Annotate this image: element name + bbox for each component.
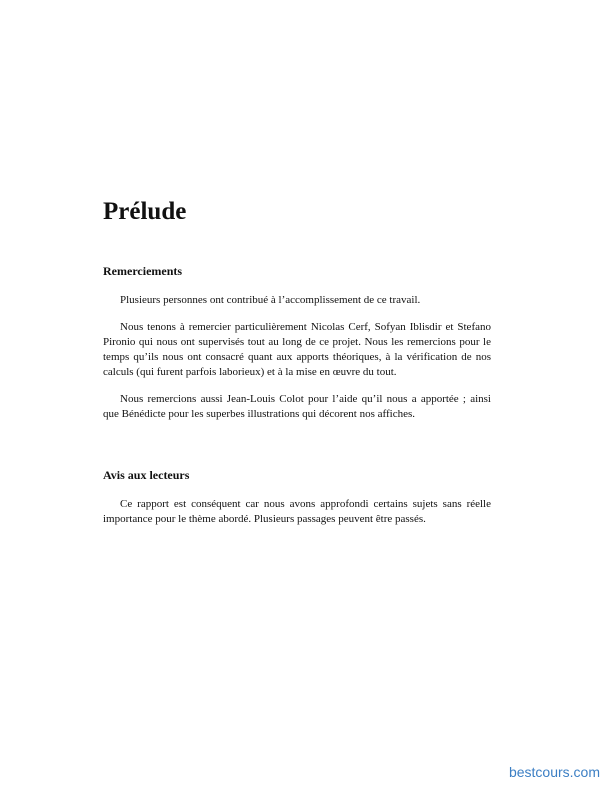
watermark-link[interactable]: bestcours.com: [508, 764, 600, 780]
paragraph: Ce rapport est conséquent car nous avons approfondi certains sujets sans réelle importance pour le thème abordé. Plusieurs passages peuvent être passés.: [103, 498, 491, 525]
section-heading: Remerciements: [103, 264, 183, 278]
paragraph: Nous remercions aussi Jean-Louis Colot pour l’aide qu’il nous a apportée ; ainsi que Bénédicte pour les superbes illustrations qui décorent nos affiches.: [103, 393, 491, 420]
section-heading: Avis aux lecteurs: [103, 468, 190, 482]
paragraph: Plusieurs personnes ont contribué à l’accomplissement de ce travail.: [120, 294, 421, 306]
section-remerciements: [103, 264, 491, 422]
section-avis-aux-lecteurs: [103, 468, 491, 527]
chapter-title: Prélude: [103, 198, 187, 225]
paragraph: Nous tenons à remercier particulièrement Nicolas Cerf, Sofyan Iblisdir et Stefano Pironio qui nous ont supervisés tout au long de ce projet. Nous les remercions pour le temps qu’ils nous ont consacré quant aux apports théoriques, à la vérification de nos calculs (qui furent parfois laborieux) et à la mise en œuvre du tout.: [103, 321, 491, 378]
